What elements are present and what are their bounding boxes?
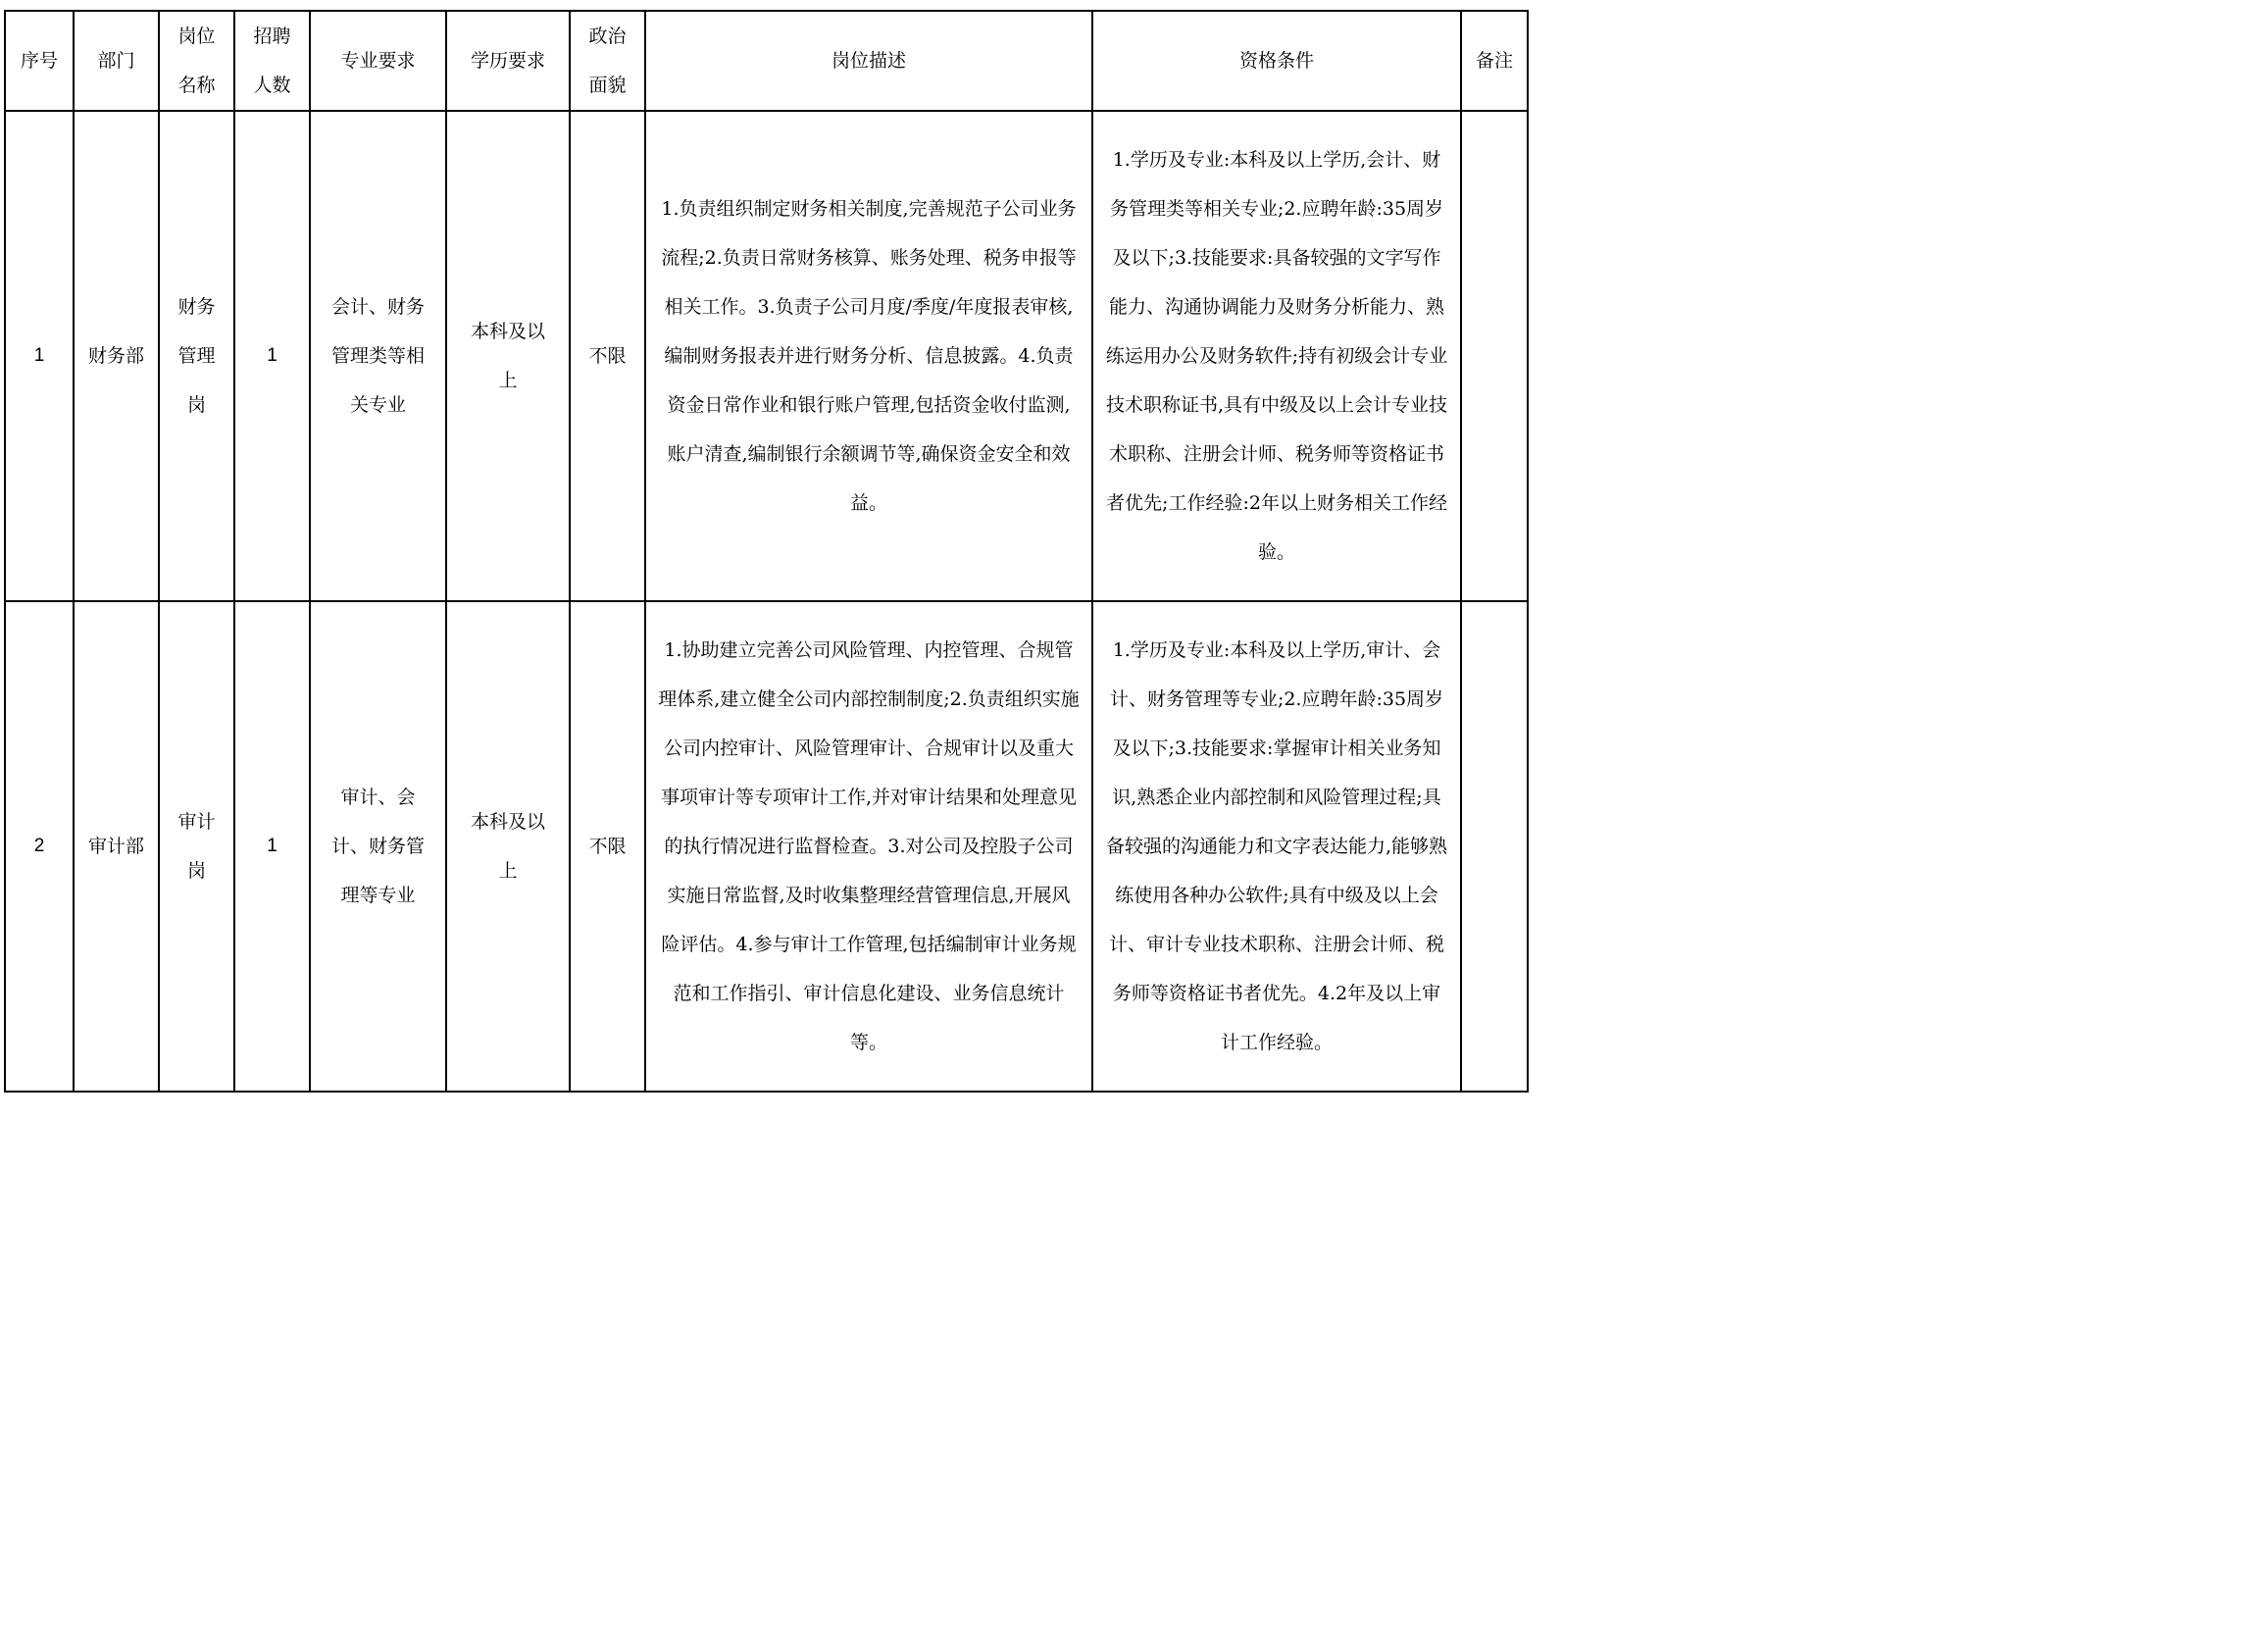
table-row bbox=[5, 601, 1528, 1092]
cell-remark bbox=[1461, 601, 1528, 1092]
header-post: 岗位名称 bbox=[159, 11, 234, 111]
cell-edu: 本科及以上 bbox=[446, 111, 570, 601]
cell-political: 不限 bbox=[570, 601, 645, 1092]
table-row bbox=[5, 111, 1528, 601]
cell-seq: 1 bbox=[5, 111, 74, 601]
cell-post: 财务管理岗 bbox=[159, 111, 234, 601]
cell-post: 审计岗 bbox=[159, 601, 234, 1092]
cell-qual: 1.学历及专业:本科及以上学历,会计、财务管理类等相关专业;2.应聘年龄:35周岁及以下;3.技能要求:具备较强的文字写作能力、沟通协调能力及财务分析能力、熟练运用办公及财务软件;持有初级会计专业技术职称证书,具有中级及以上会计专业技术职称、注册会计师、税务师等资格证书者优先;工作经验:2年以上财务相关工作经验。 bbox=[1092, 111, 1461, 601]
header-remark: 备注 bbox=[1461, 11, 1528, 111]
cell-count: 1 bbox=[234, 111, 310, 601]
cell-major: 审计、会计、财务管理等专业 bbox=[310, 601, 446, 1092]
cell-seq: 2 bbox=[5, 601, 74, 1092]
cell-dept: 审计部 bbox=[74, 601, 159, 1092]
header-row bbox=[5, 11, 1528, 111]
cell-political: 不限 bbox=[570, 111, 645, 601]
header-edu: 学历要求 bbox=[446, 11, 570, 111]
cell-remark bbox=[1461, 111, 1528, 601]
header-desc: 岗位描述 bbox=[645, 11, 1092, 111]
cell-dept: 财务部 bbox=[74, 111, 159, 601]
header-qual: 资格条件 bbox=[1092, 11, 1461, 111]
cell-qual: 1.学历及专业:本科及以上学历,审计、会计、财务管理等专业;2.应聘年龄:35周岁及以下;3.技能要求:掌握审计相关业务知识,熟悉企业内部控制和风险管理过程;具备较强的沟通能力和文字表达能力,能够熟练使用各种办公软件;具有中级及以上会计、审计专业技术职称、注册会计师、税务师等资格证书者优先。4.2年及以上审计工作经验。 bbox=[1092, 601, 1461, 1092]
recruitment-table bbox=[4, 10, 1529, 1093]
cell-count: 1 bbox=[234, 601, 310, 1092]
header-seq: 序号 bbox=[5, 11, 74, 111]
cell-desc: 1.协助建立完善公司风险管理、内控管理、合规管理体系,建立健全公司内部控制制度;2.负责组织实施公司内控审计、风险管理审计、合规审计以及重大事项审计等专项审计工作,并对审计结果和处理意见的执行情况进行监督检查。3.对公司及控股子公司实施日常监督,及时收集整理经营管理信息,开展风险评估。4.参与审计工作管理,包括编制审计业务规范和工作指引、审计信息化建设、业务信息统计等。 bbox=[645, 601, 1092, 1092]
cell-major: 会计、财务管理类等相关专业 bbox=[310, 111, 446, 601]
header-count: 招聘人数 bbox=[234, 11, 310, 111]
header-dept: 部门 bbox=[74, 11, 159, 111]
header-political: 政治面貌 bbox=[570, 11, 645, 111]
header-major: 专业要求 bbox=[310, 11, 446, 111]
cell-desc: 1.负责组织制定财务相关制度,完善规范子公司业务流程;2.负责日常财务核算、账务处理、税务申报等相关工作。3.负责子公司月度/季度/年度报表审核,编制财务报表并进行财务分析、信息披露。4.负责资金日常作业和银行账户管理,包括资金收付监测,账户清查,编制银行余额调节等,确保资金安全和效益。 bbox=[645, 111, 1092, 601]
cell-edu: 本科及以上 bbox=[446, 601, 570, 1092]
